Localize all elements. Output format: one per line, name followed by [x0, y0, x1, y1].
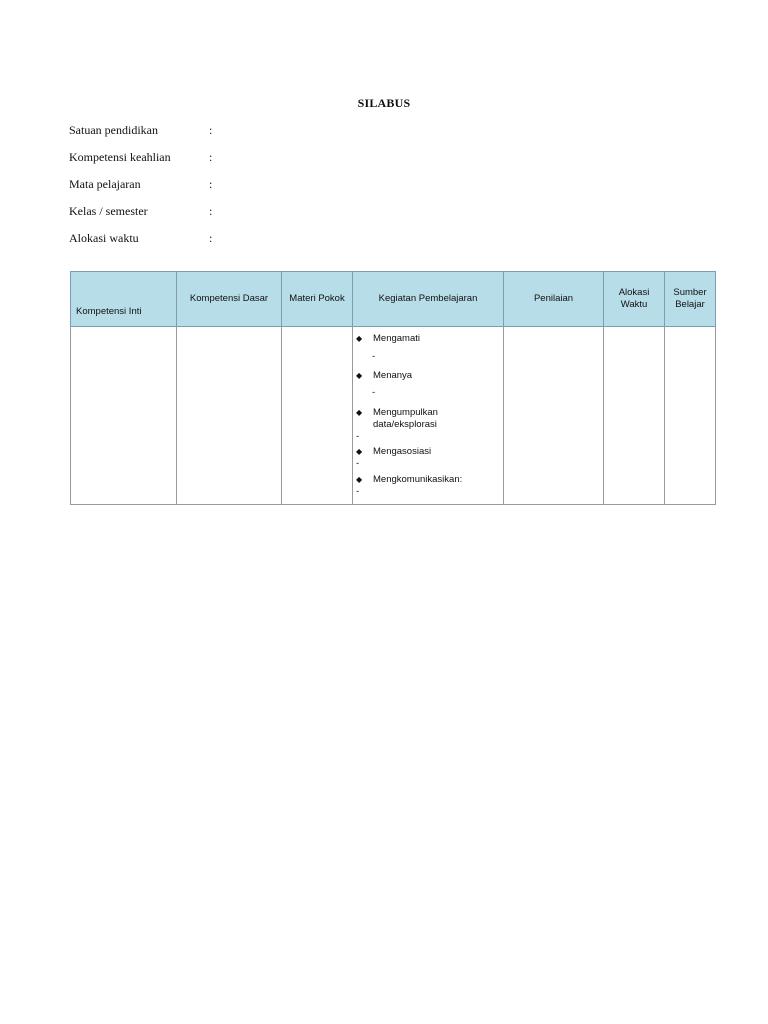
info-colon: :	[209, 204, 213, 218]
activity-label: Menanya	[373, 370, 413, 381]
cell-alokasi-waktu	[604, 327, 665, 505]
cell-sumber-belajar	[665, 327, 716, 505]
info-colon: :	[209, 231, 213, 245]
info-label: Mata pelajaran	[69, 177, 141, 191]
cell-kegiatan-pembelajaran	[353, 327, 504, 505]
activity-dash: -	[356, 486, 360, 497]
bullet-diamond-icon: ◆	[356, 475, 363, 484]
activity-dash: -	[372, 387, 376, 398]
document-title: SILABUS	[357, 96, 411, 110]
info-label: Kelas / semester	[69, 204, 148, 218]
activity-dash: -	[356, 458, 360, 469]
activity-label: Mengamati	[373, 333, 420, 344]
header-kegiatan-pembelajaran: Kegiatan Pembelajaran	[353, 272, 504, 327]
syllabus-table	[70, 271, 716, 505]
activity-label: Mengasosiasi	[373, 446, 432, 457]
info-colon: :	[209, 123, 213, 137]
info-colon: :	[209, 177, 213, 191]
bullet-diamond-icon: ◆	[356, 447, 363, 456]
activity-label: Mengumpulkan data/eksplorasi	[373, 407, 438, 430]
header-kompetensi-inti: Kompetensi Inti	[71, 272, 177, 327]
activity-list	[353, 327, 503, 504]
activity-dash: -	[372, 351, 376, 362]
header-materi-pokok: Materi Pokok	[282, 272, 353, 327]
activity-dash: -	[356, 431, 360, 442]
activity-label: Mengkomunikasikan:	[373, 474, 463, 485]
header-kompetensi-dasar: Kompetensi Dasar	[177, 272, 282, 327]
bullet-diamond-icon: ◆	[356, 334, 363, 343]
cell-kompetensi-dasar	[177, 327, 282, 505]
info-label: Kompetensi keahlian	[69, 150, 171, 164]
cell-kompetensi-inti	[71, 327, 177, 505]
cell-materi-pokok	[282, 327, 353, 505]
header-alokasi-waktu: Alokasi Waktu	[604, 272, 665, 327]
info-colon: :	[209, 150, 213, 164]
header-sumber-belajar: Sumber Belajar	[665, 272, 716, 327]
table-row	[71, 327, 716, 505]
info-label: Alokasi waktu	[69, 231, 139, 245]
bullet-diamond-icon: ◆	[356, 408, 363, 417]
header-penilaian: Penilaian	[504, 272, 604, 327]
info-label: Satuan pendidikan	[69, 123, 158, 137]
table-header-row	[71, 272, 716, 327]
bullet-diamond-icon: ◆	[356, 371, 363, 380]
cell-penilaian	[504, 327, 604, 505]
